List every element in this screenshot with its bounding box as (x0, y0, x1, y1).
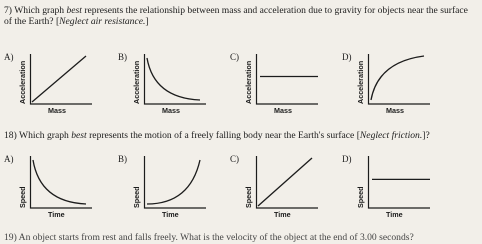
q7-option-3-graph (368, 54, 434, 106)
question-7-note: Neglect air resistance. (59, 16, 146, 27)
q7-option-3-x-label: Mass (386, 106, 404, 115)
q18-option-3-graph (368, 156, 434, 210)
q7-option-0-letter: A) (4, 52, 14, 62)
q18-option-0-curve (33, 160, 86, 204)
question-19-number: 19) (4, 232, 17, 243)
question-19 (4, 232, 474, 243)
q7-option-2-x-label: Mass (274, 106, 292, 115)
q7-option-3-axes (369, 54, 431, 104)
q7-option-1-letter: B) (118, 52, 127, 62)
question-18-text-before: Which graph (19, 130, 72, 141)
question-18-note: Neglect friction. (359, 130, 423, 141)
q7-option-3-letter: D) (342, 52, 352, 62)
q7-option-0-x-label: Mass (48, 106, 66, 115)
q18-option-2-graph (256, 156, 322, 210)
q7-option-2-axes (257, 54, 319, 104)
q7-option-1-x-label: Mass (162, 106, 180, 115)
question-7 (4, 5, 474, 27)
question-7-text-end: ] (145, 16, 149, 27)
q7-option-1-curve (147, 58, 200, 100)
q18-option-2-curve (258, 158, 312, 206)
q7-option-3-y-label: Acceleration (356, 60, 365, 104)
q7-option-1-graph (144, 54, 210, 106)
q7-option-0-y-label: Acceleration (18, 60, 27, 104)
q18-option-1-graph (144, 156, 210, 210)
q18-option-3-y-label: Speed (356, 186, 365, 208)
q18-option-3-x-label: Time (386, 210, 403, 219)
q18-option-0-axes (31, 156, 93, 208)
q18-option-1-y-label: Speed (132, 186, 141, 208)
question-7-emphasis: best (66, 5, 82, 16)
q18-option-3-letter: D) (342, 154, 352, 164)
q18-option-1-letter: B) (118, 154, 127, 164)
q7-option-2-y-label: Acceleration (244, 60, 253, 104)
q18-option-2-x-label: Time (274, 210, 291, 219)
question-7-text-after: represents the relationship between mass and acceleration due to gravity for objects near the surface of the Earth? [ (4, 5, 468, 27)
q18-option-0-graph (30, 156, 96, 210)
q18-option-1-curve (147, 160, 200, 204)
question-18-text-end: ]? (422, 130, 430, 141)
q7-option-0-graph (30, 54, 96, 106)
question-18-text-after: represents the motion of a freely falling body near the Earth's surface [ (86, 130, 360, 141)
question-7-number: 7) (4, 5, 12, 16)
q18-option-2-y-label: Speed (244, 186, 253, 208)
q18-option-1-x-label: Time (162, 210, 179, 219)
q7-option-1-y-label: Acceleration (132, 60, 141, 104)
q18-option-0-x-label: Time (48, 210, 65, 219)
q18-option-2-axes (257, 156, 319, 208)
q7-option-3-curve (371, 56, 424, 100)
q7-option-0-axes (31, 54, 93, 104)
question-18-number: 18) (4, 130, 17, 141)
q18-option-0-y-label: Speed (18, 186, 27, 208)
q7-option-2-letter: C) (230, 52, 239, 62)
q7-option-0-curve (32, 56, 86, 102)
q7-option-2-graph (256, 54, 322, 106)
q7-option-1-axes (145, 54, 207, 104)
q18-option-1-axes (145, 156, 207, 208)
question-18-emphasis: best (71, 130, 87, 141)
q18-option-3-axes (369, 156, 431, 208)
question-7-text-before: Which graph (14, 5, 67, 16)
question-19-text: An object starts from rest and falls freely. What is the velocity of the object at the end of 3.00 seconds? (18, 232, 414, 243)
q18-option-0-letter: A) (4, 154, 14, 164)
q18-option-2-letter: C) (230, 154, 239, 164)
question-18 (4, 130, 480, 141)
